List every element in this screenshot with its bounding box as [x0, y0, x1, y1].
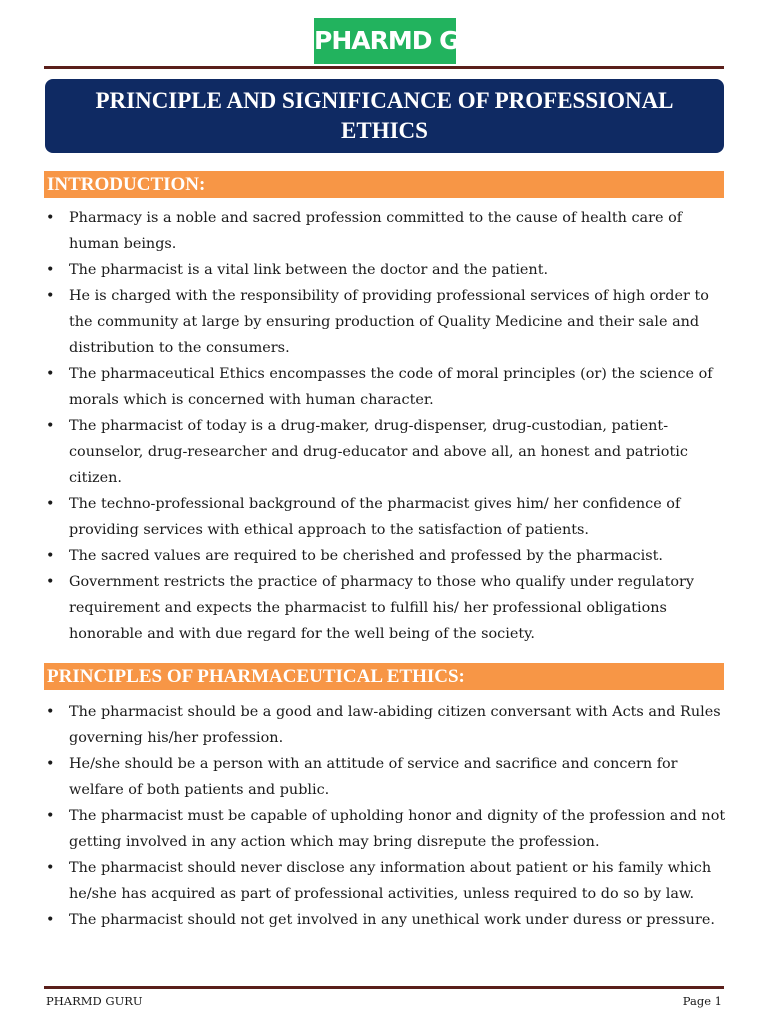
- introduction-list: [44, 205, 734, 647]
- list-item: • The pharmacist should never disclose any information about patient or his family which he/she has acquired as part of professional activities, unless required to do so by law.: [44, 855, 734, 907]
- list-item: • The pharmacist must be capable of upholding honor and dignity of the profession and not getting involved in any action which may bring disrepute the profession.: [44, 803, 734, 855]
- brand-logo: PHARMD GURU: [314, 18, 456, 64]
- footer-brand: PHARMD GURU: [46, 994, 143, 1008]
- list-item: • The pharmacist should be a good and law-abiding citizen conversant with Acts and Rules governing his/her profession.: [44, 699, 734, 751]
- page-number: Page 1: [682, 994, 722, 1008]
- list-item: • The techno-professional background of the pharmacist gives him/ her confidence of providing services with ethical approach to the satisfaction of patients.: [44, 491, 734, 543]
- section-heading-principles: PRINCIPLES OF PHARMACEUTICAL ETHICS:: [44, 663, 724, 690]
- footer-divider: [44, 986, 724, 989]
- list-item: • The sacred values are required to be cherished and professed by the pharmacist.: [44, 543, 734, 569]
- header-divider: [44, 66, 724, 69]
- list-item: • The pharmaceutical Ethics encompasses the code of moral principles (or) the science of morals which is concerned with human character.: [44, 361, 734, 413]
- principles-list: [44, 699, 734, 933]
- list-item: • The pharmacist of today is a drug-maker, drug-dispenser, drug-custodian, patient-counselor, drug-researcher and drug-educator and above all, an honest and patriotic citizen.: [44, 413, 734, 491]
- list-item: • The pharmacist is a vital link between the doctor and the patient.: [44, 257, 734, 283]
- list-item: • Pharmacy is a noble and sacred profession committed to the cause of health care of human beings.: [44, 205, 734, 257]
- section-heading-introduction: INTRODUCTION:: [44, 171, 724, 198]
- list-item: • He is charged with the responsibility of providing professional services of high order to the community at large by ensuring production of Quality Medicine and their sale and distribution to the consumers.: [44, 283, 734, 361]
- list-item: • The pharmacist should not get involved in any unethical work under duress or pressure.: [44, 907, 734, 933]
- page-title: PRINCIPLE AND SIGNIFICANCE OF PROFESSIONAL ETHICS: [45, 79, 724, 153]
- list-item: • He/she should be a person with an attitude of service and sacrifice and concern for welfare of both patients and public.: [44, 751, 734, 803]
- list-item: • Government restricts the practice of pharmacy to those who qualify under regulatory requirement and expects the pharmacist to fulfill his/ her professional obligations honorable and with due regard for the well being of the society.: [44, 569, 734, 647]
